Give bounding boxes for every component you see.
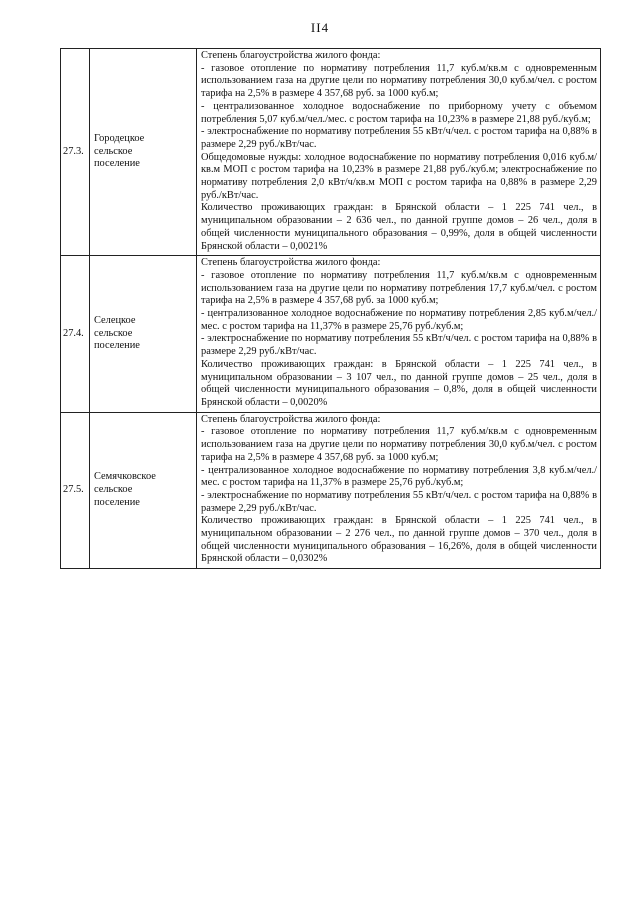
settlement-name: Городецкое сельское поселение [90, 49, 197, 256]
row-content [197, 49, 601, 256]
paragraph-population: Количество проживающих граждан: в Брянской области – 1 225 741 чел., в муниципальном образовании – 3 107 чел., по данной группе домов – 25 чел., доля в общей численности муниципального образования – 0,8%, доля в общей численности Брянской области – 0,0020% [201, 358, 597, 408]
table-row [61, 256, 601, 412]
table-row [61, 49, 601, 256]
table-row [61, 412, 601, 568]
settlement-name: Селецкое сельское поселение [90, 256, 197, 412]
page-number: II4 [310, 20, 330, 35]
paragraph-gas: - газовое отопление по нормативу потребления 11,7 куб.м/кв.м с одновременным использованием газа на другие цели по нормативу потребления 17,7 куб.м/чел. с ростом тарифа на 2,5% в размере 4 357,68 руб. за 1000 куб.м; [201, 269, 597, 307]
paragraph-water: - централизованное холодное водоснабжение по нормативу потребления 3,8 куб.м/чел./мес. с ростом тарифа на 11,37% в размере 25,76 руб./куб.м; [201, 464, 597, 489]
settlements-table [60, 48, 601, 569]
paragraph-electricity: - электроснабжение по нормативу потребления 55 кВт/ч/чел. с ростом тарифа на 0,88% в размере 2,29 руб./кВт/час. [201, 489, 597, 514]
paragraph-gas: - газовое отопление по нормативу потребления 11,7 куб.м/кв.м с одновременным использованием газа на другие цели по нормативу потребления 30,0 куб.м/чел. с ростом тарифа на 2,5% в размере 4 357,68 руб. за 1000 куб.м; [201, 426, 597, 463]
row-number: 27.3. [61, 49, 90, 256]
paragraph-heading: Степень благоустройства жилого фонда: [201, 50, 381, 61]
paragraph-population: Количество проживающих граждан: в Брянской области – 1 225 741 чел., в муниципальном образовании – 2 276 чел., по данной группе домов – 370 чел., доля в общей численности муниципального образования – 16,26%, доля в общей численности Брянской области – 0,0302% [201, 515, 597, 565]
paragraph-electricity: - электроснабжение по нормативу потребления 55 кВт/ч/чел. с ростом тарифа на 0,88% в размере 2,29 руб./кВт/час. [201, 126, 597, 150]
paragraph-heading: Степень благоустройства жилого фонда: [201, 413, 381, 425]
paragraph-heading: Степень благоустройства жилого фонда: [201, 257, 381, 269]
paragraph-gas: - газовое отопление по нормативу потребления 11,7 куб.м/кв.м с одновременным использованием газа на другие цели по нормативу потребления 30,0 куб.м/чел. с ростом тарифа на 2,5% в размере 4 357,68 руб. за 1000 куб.м; [201, 62, 597, 100]
row-number: 27.4. [61, 256, 90, 412]
row-number: 27.5. [61, 412, 90, 568]
paragraph-water: - централизованное холодное водоснабжение по нормативу потребления 2,85 куб.м/чел./мес. с ростом тарифа на 11,37% в размере 25,76 руб./куб.м; [201, 308, 597, 332]
paragraph-water: - централизованное холодное водоснабжение по приборному учету с объемом потребления 5,07 куб.м/чел./мес. с ростом тарифа на 10,23% в размере 21,88 руб./куб.м; [201, 100, 597, 125]
row-content [197, 256, 601, 412]
paragraph-common-needs: Общедомовые нужды: холодное водоснабжение по нормативу потребления 0,016 куб.м/кв.м МОП с ростом тарифа на 10,23% в размере 21,88 руб./куб.м; электроснабжение по нормативу потребления 2,0 кВт/ч/кв.м МОП с ростом тарифа на 0,88% в размере 2,29 руб./кВт/час. [201, 151, 597, 201]
settlement-name: Семячковское сельское поселение [90, 412, 197, 568]
paragraph-electricity: - электроснабжение по нормативу потребления 55 кВт/ч/чел. с ростом тарифа на 0,88% в размере 2,29 руб./кВт/час. [201, 333, 597, 358]
row-content [197, 412, 601, 568]
paragraph-population: Количество проживающих граждан: в Брянской области – 1 225 741 чел., в муниципальном образовании – 2 636 чел., по данной группе домов – 26 чел., доля в общей численности муниципального образования – 0,99%, доля в общей численности Брянской области – 0,0021% [201, 202, 597, 252]
